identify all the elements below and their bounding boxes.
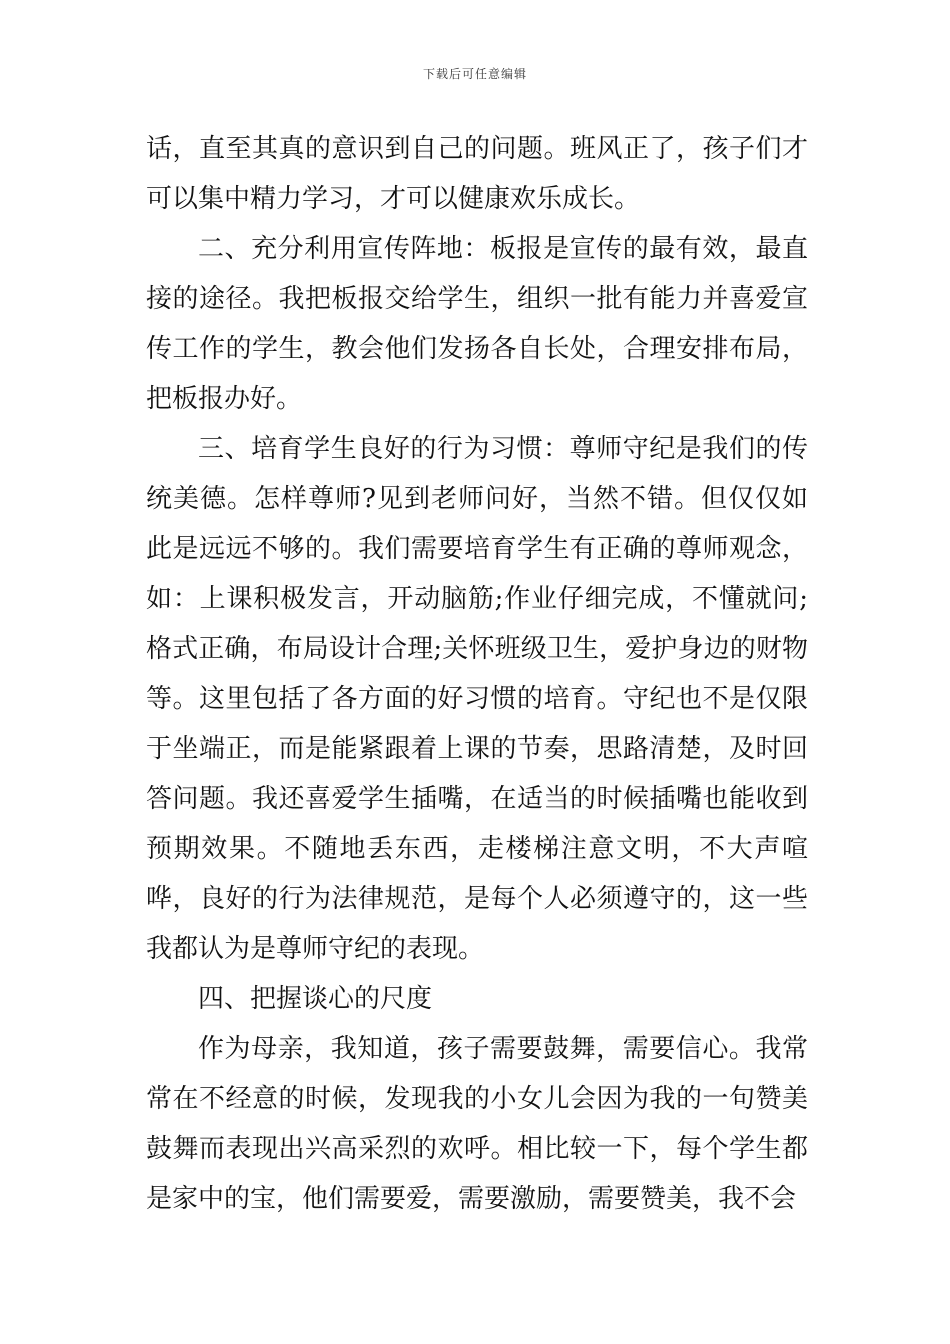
paragraph-section-two: 二、充分利用宣传阵地：板报是宣传的最有效，最直接的途径。我把板报交给学生，组织一批有能力并喜爱宣传工作的学生，教会他们发扬各自长处，合理安排布局，把板报办好。 xyxy=(146,234,808,414)
paragraph-section-four: 作为母亲，我知道，孩子需要鼓舞，需要信心。我常常在不经意的时候，发现我的小女儿会因为我的一句赞美鼓舞而表现出兴高采烈的欢呼。相比较一下，每个学生都是家中的宝，他们需要爱，需要激励，需要赞美，我不会 xyxy=(146,1034,808,1214)
document-body xyxy=(146,124,808,1224)
heading-section-four: 四、把握谈心的尺度 xyxy=(198,984,433,1014)
paragraph-continuation: 话，直至其真的意识到自己的问题。班风正了，孩子们才可以集中精力学习，才可以健康欢乐成长。 xyxy=(146,134,808,214)
paragraph-section-three: 三、培育学生良好的行为习惯：尊师守纪是我们的传统美德。怎样尊师?见到老师问好，当然不错。但仅仅如此是远远不够的。我们需要培育学生有正确的尊师观念，如：上课积极发言，开动脑筋;作业仔细完成，不懂就问;格式正确，布局设计合理;关怀班级卫生，爱护身边的财物等。这里包括了各方面的好习惯的培育。守纪也不是仅限于坐端正，而是能紧跟着上课的节奏，思路清楚，及时回答问题。我还喜爱学生插嘴，在适当的时候插嘴也能收到预期效果。不随地丢东西，走楼梯注意文明，不大声喧哗，良好的行为法律规范，是每个人必须遵守的，这一些我都认为是尊师守纪的表现。 xyxy=(146,434,808,964)
page-header: 下载后可任意编辑 xyxy=(422,67,527,81)
